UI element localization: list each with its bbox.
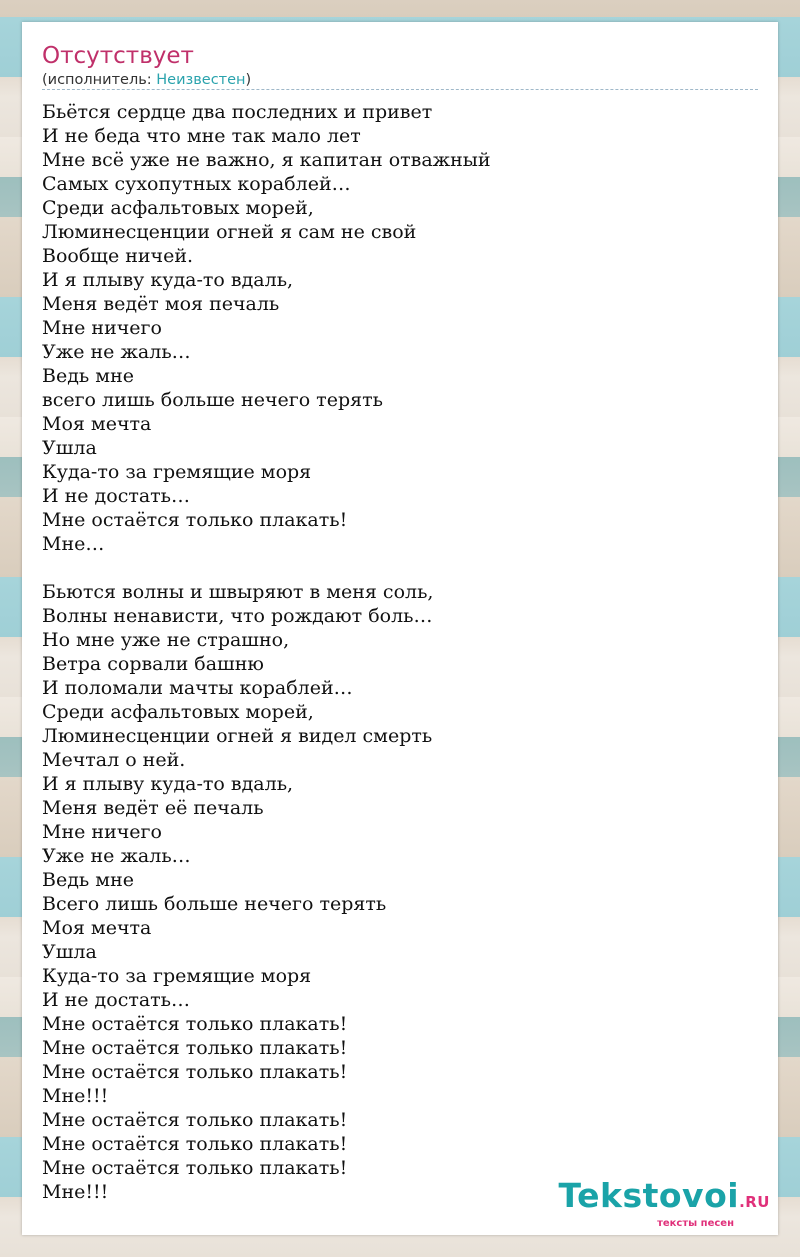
lyric-line: Бьются волны и швыряют в меня соль,	[42, 581, 434, 603]
lyric-line: Бьётся сердце два последних и привет	[42, 101, 433, 123]
lyric-line: Мне остаётся только плакать!	[42, 1109, 348, 1131]
lyric-line: всего лишь больше нечего терять	[42, 389, 383, 411]
lyric-line: Ушла	[42, 941, 97, 963]
lyric-line: Но мне уже не страшно,	[42, 629, 290, 651]
lyric-line: Люминесценции огней я видел смерть	[42, 725, 433, 747]
artist-suffix: )	[245, 72, 252, 88]
lyric-line	[42, 556, 758, 580]
lyric-line: Мне остаётся только плакать!	[42, 1061, 348, 1083]
lyric-line: Мечтал о ней.	[42, 749, 186, 771]
title-divider	[42, 89, 758, 90]
artist-line	[42, 71, 251, 89]
lyric-line: Ведь мне	[42, 365, 134, 387]
lyric-line: Вообще ничей.	[42, 245, 194, 267]
lyric-line: Мне ничего	[42, 317, 162, 339]
artist-link[interactable]: Неизвестен	[156, 72, 246, 88]
artist-prefix: (исполнитель:	[42, 72, 157, 88]
lyrics-card	[22, 22, 778, 1235]
lyric-line: Мне…	[42, 533, 105, 555]
lyric-line: И не беда что мне так мало лет	[42, 125, 361, 147]
lyric-line: Мне остаётся только плакать!	[42, 1037, 348, 1059]
song-title: Отсутствует	[42, 43, 194, 69]
lyric-line: Ветра сорвали башню	[42, 653, 264, 675]
lyric-line: Мне остаётся только плакать!	[42, 1013, 348, 1035]
lyric-line: Волны ненависти, что рождают боль…	[42, 605, 433, 627]
lyric-line: Моя мечта	[42, 917, 152, 939]
lyric-line: Меня ведёт её печаль	[42, 797, 264, 819]
lyric-line: И не достать…	[42, 485, 191, 507]
lyric-line: Люминесценции огней я сам не свой	[42, 221, 417, 243]
lyric-line: Куда-то за гремящие моря	[42, 461, 312, 483]
lyric-line: И не достать…	[42, 989, 191, 1011]
lyric-line: И поломали мачты кораблей…	[42, 677, 353, 699]
lyric-line: Мне всё уже не важно, я капитан отважный	[42, 149, 491, 171]
lyric-line: Уже не жаль…	[42, 845, 191, 867]
lyric-line: И я плыву куда-то вдаль,	[42, 773, 294, 795]
logo-name: Tekstovoi	[558, 1176, 740, 1215]
lyric-line: Моя мечта	[42, 413, 152, 435]
lyric-line: Среди асфальтовых морей,	[42, 701, 314, 723]
lyric-line: Мне остаётся только плакать!	[42, 509, 348, 531]
lyric-line: Мне ничего	[42, 821, 162, 843]
site-logo[interactable]	[558, 1176, 770, 1229]
lyric-line: И я плыву куда-то вдаль,	[42, 269, 294, 291]
lyric-line: Самых сухопутных кораблей…	[42, 173, 351, 195]
lyric-line: Всего лишь больше нечего терять	[42, 893, 387, 915]
lyric-line: Мне остаётся только плакать!	[42, 1133, 348, 1155]
lyric-line: Мне!!!	[42, 1085, 109, 1107]
lyric-line: Мне!!!	[42, 1181, 109, 1203]
logo-domain: .RU	[739, 1193, 770, 1211]
logo-tagline: тексты песен	[657, 1218, 734, 1229]
lyrics-text	[42, 100, 758, 1204]
lyric-line: Среди асфальтовых морей,	[42, 197, 314, 219]
lyric-line: Меня ведёт моя печаль	[42, 293, 280, 315]
lyric-line: Куда-то за гремящие моря	[42, 965, 312, 987]
lyric-line: Ушла	[42, 437, 97, 459]
lyric-line: Уже не жаль…	[42, 341, 191, 363]
lyric-line: Ведь мне	[42, 869, 134, 891]
lyric-line: Мне остаётся только плакать!	[42, 1157, 348, 1179]
